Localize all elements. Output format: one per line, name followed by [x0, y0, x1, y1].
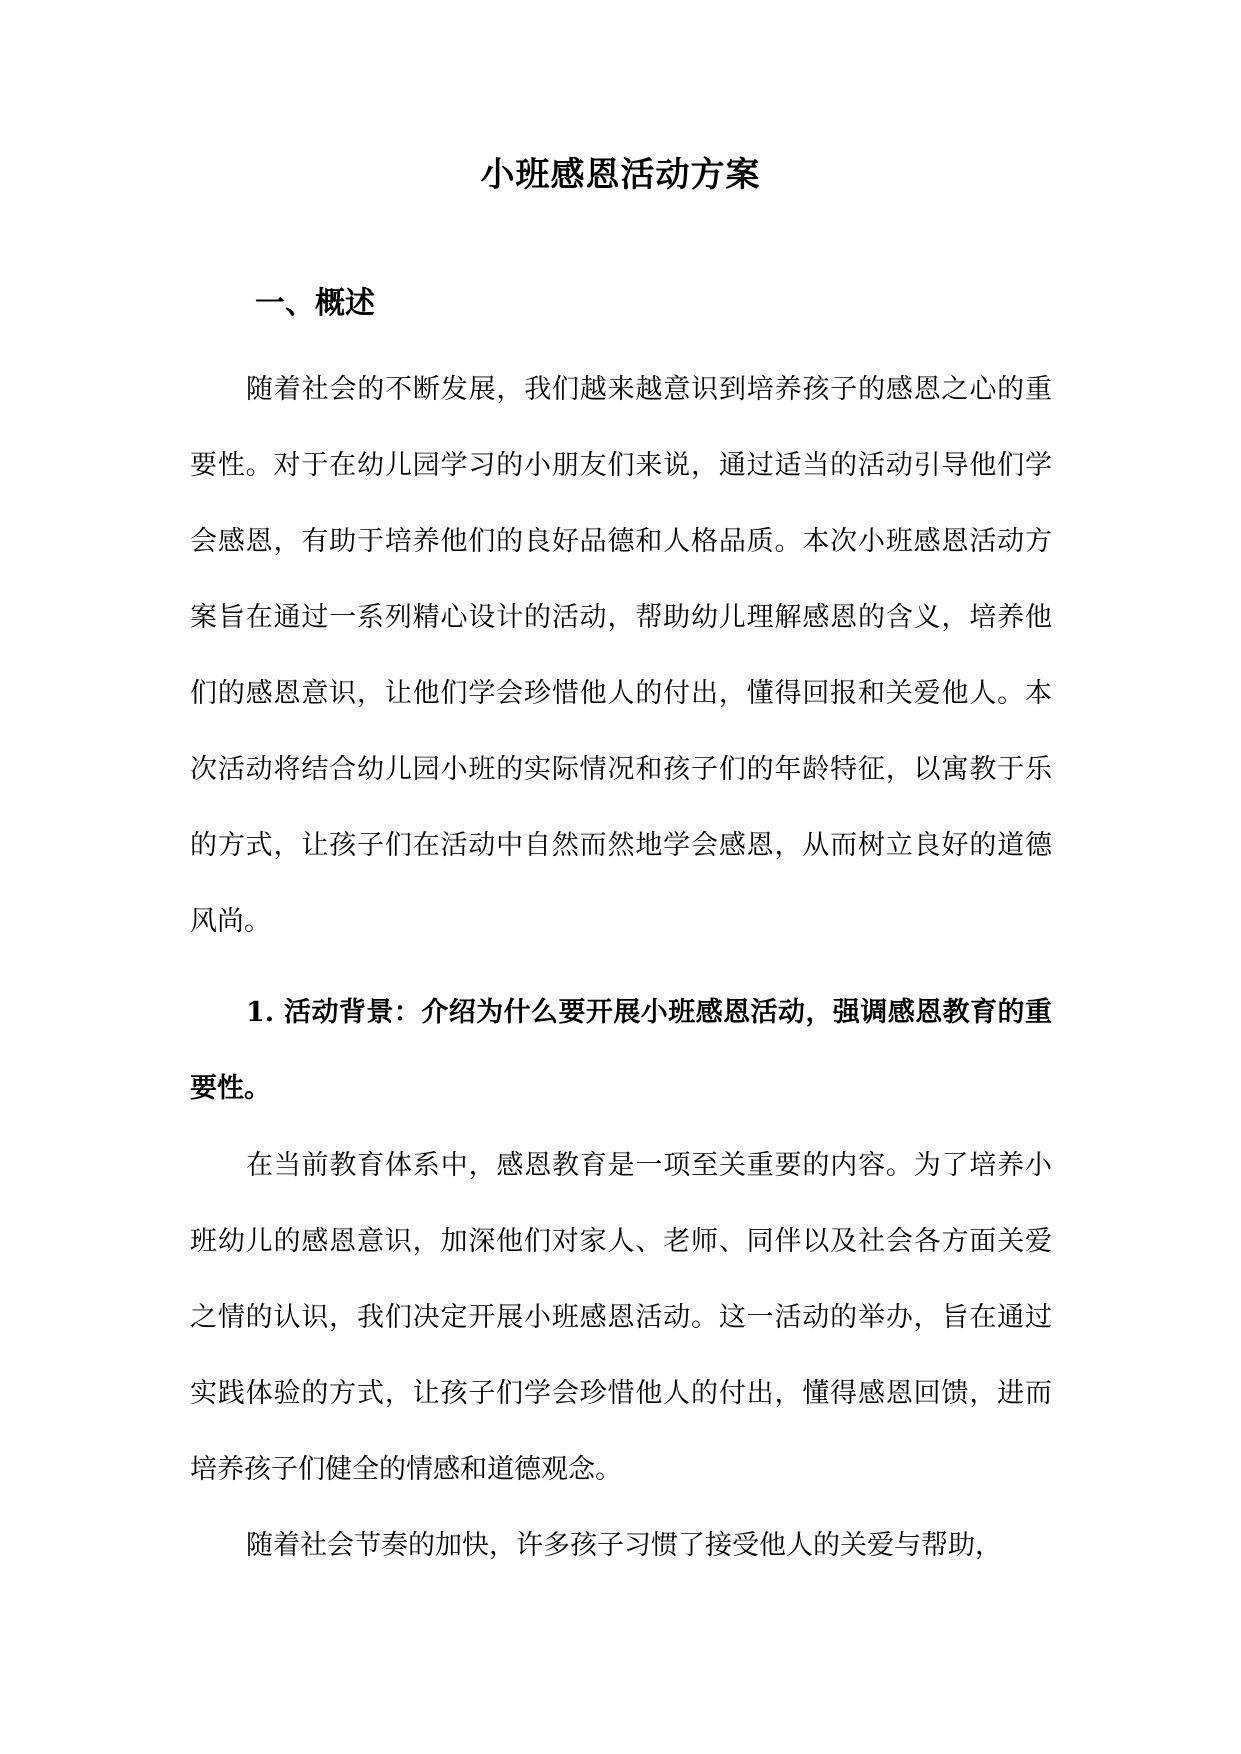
section-heading-overview: 一、概述 [255, 286, 375, 321]
paragraph-overview: 随着社会的不断发展，我们越来越意识到培养孩子的感恩之心的重要性。对于在幼儿园学习的小朋友们来说，通过适当的活动引导他们学会感恩，有助于培养他们的良好品德和人格品质。本次小班感恩活动方案旨在通过一系列精心设计的活动，帮助幼儿理解感恩的含义，培养他们的感恩意识，让他们学会珍惜他人的付出，懂得回报和关爱他人。本次活动将结合幼儿园小班的实际情况和孩子们的年龄特征，以寓教于乐的方式，让孩子们在活动中自然而然地学会感恩，从而树立良好的道德风尚。 [190, 374, 1052, 937]
paragraph-continuation: 随着社会节奏的加快，许多孩子习惯了接受他人的关爱与帮助， [246, 1530, 1002, 1561]
subheading-activity-background: 1. 活动背景：介绍为什么要开展小班感恩活动，强调感恩教育的重要性。 [190, 997, 1052, 1104]
paragraph-background: 在当前教育体系中，感恩教育是一项至关重要的内容。为了培养小班幼儿的感恩意识，加深他们对家人、老师、同伴以及社会各方面关爱之情的认识，我们决定开展小班感恩活动。这一活动的举办，旨在通过实践体验的方式，让孩子们学会珍惜他人的付出，懂得感恩回馈，进而培养孩子们健全的情感和道德观念。 [190, 1150, 1052, 1485]
document-title: 小班感恩活动方案 [480, 155, 761, 195]
